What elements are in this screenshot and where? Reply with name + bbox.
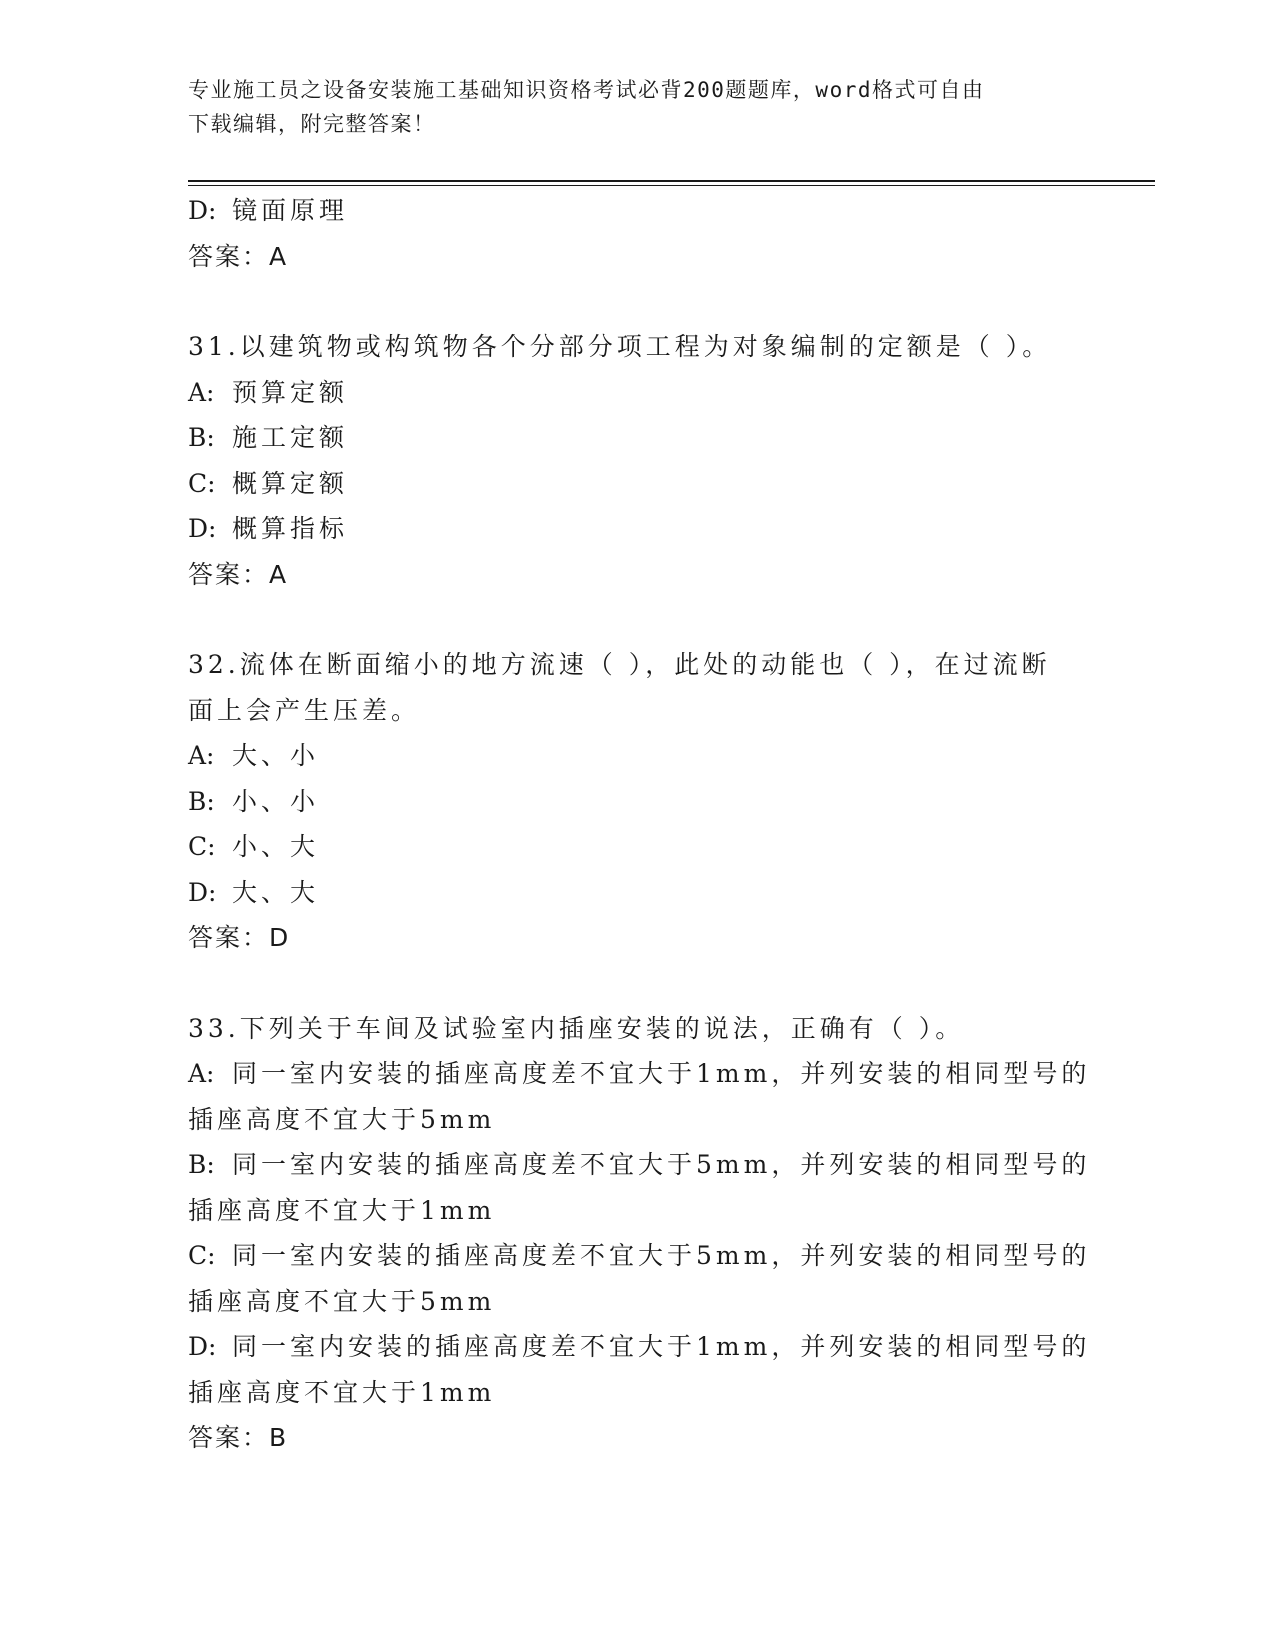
question-31 [188, 324, 1068, 597]
document-header [188, 73, 1088, 141]
option-letter: B: [188, 423, 215, 452]
option-d [188, 506, 1068, 552]
option-letter: D: [188, 514, 217, 543]
option-letter: A: [188, 1059, 215, 1088]
option-c [188, 461, 1068, 507]
option-line-2: 插座高度不宜大于1mm [188, 1195, 496, 1225]
header-divider-thick [188, 180, 1155, 182]
option-text: 大、大 [232, 877, 320, 907]
option-text: 概算指标 [232, 514, 349, 543]
option-line-2: 插座高度不宜大于5mm [188, 1104, 496, 1134]
question-33 [188, 1006, 1091, 1461]
option-text: 预算定额 [232, 377, 349, 407]
question-stem-line-1: 32.流体在断面缩小的地方流速（ ），此处的动能也（ ），在过流断 [188, 650, 1051, 679]
option-text: 大、小 [232, 741, 320, 770]
option-text: 概算定额 [232, 468, 349, 498]
option-text: 同一室内安装的插座高度差不宜大于1mm，并列安装的相同型号的 [232, 1332, 1091, 1361]
header-line-2: 下载编辑，附完整答案！ [188, 112, 436, 136]
question-stem-line-2: 面上会产生压差。 [188, 695, 421, 725]
option-letter: C: [188, 832, 216, 861]
answer-line: 答案：D [188, 923, 291, 952]
option-line-1 [188, 1051, 1091, 1097]
option-letter: C: [188, 1241, 216, 1270]
option-text: 同一室内安装的插座高度差不宜大于5mm，并列安装的相同型号的 [232, 1150, 1091, 1179]
option-text: 镜面原理 [232, 196, 349, 225]
option-line-2: 插座高度不宜大于5mm [188, 1286, 496, 1316]
question-stem: 33.下列关于车间及试验室内插座安装的说法，正确有（ ）。 [188, 1013, 965, 1043]
option-c [188, 1233, 1091, 1324]
option-text: 小、大 [232, 832, 320, 861]
option-d [188, 188, 1068, 234]
option-line-1 [188, 1233, 1091, 1279]
option-letter: C: [188, 468, 216, 498]
option-a [188, 370, 1068, 416]
option-b [188, 415, 1068, 461]
option-line-1 [188, 1142, 1091, 1188]
option-letter: D: [188, 877, 217, 907]
question-stem: 31.以建筑物或构筑物各个分部分项工程为对象编制的定额是（ ）。 [188, 332, 1052, 361]
option-d [188, 870, 1068, 916]
option-d [188, 1324, 1091, 1415]
option-text: 施工定额 [232, 423, 349, 452]
answer-line: 答案：A [188, 559, 289, 589]
option-a [188, 733, 1068, 779]
option-b [188, 779, 1068, 825]
continued-question [188, 188, 1068, 279]
option-a [188, 1051, 1091, 1142]
option-letter: D: [188, 196, 217, 225]
option-line-2: 插座高度不宜大于1mm [188, 1377, 496, 1407]
header-line-1: 专业施工员之设备安装施工基础知识资格考试必背200题题库，word格式可自由 [188, 78, 985, 102]
answer-line: 答案：A [188, 241, 289, 271]
question-32 [188, 642, 1068, 961]
option-letter: D: [188, 1332, 217, 1361]
header-divider-thin [188, 185, 1155, 186]
option-b [188, 1142, 1091, 1233]
option-letter: A: [188, 741, 215, 770]
option-text: 同一室内安装的插座高度差不宜大于1mm，并列安装的相同型号的 [232, 1059, 1091, 1088]
option-letter: B: [188, 1150, 215, 1179]
option-text: 小、小 [232, 786, 320, 816]
option-text: 同一室内安装的插座高度差不宜大于5mm，并列安装的相同型号的 [232, 1241, 1091, 1270]
answer-line: 答案：B [188, 1423, 289, 1452]
option-line-1 [188, 1324, 1091, 1370]
question-content [188, 188, 1091, 1461]
option-c [188, 824, 1068, 870]
option-letter: A: [188, 377, 215, 407]
option-letter: B: [188, 786, 215, 816]
